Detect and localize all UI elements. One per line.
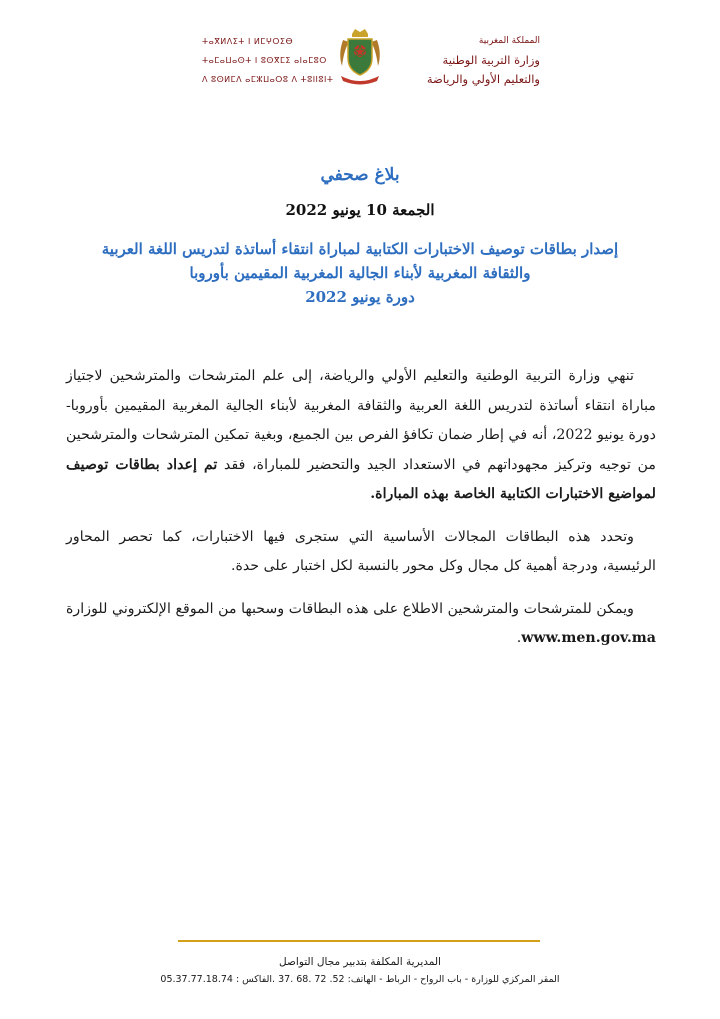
tifinagh-line-3: ⴷ ⵓⵙⵍⵎⴷ ⴰⵎⵣⵡⴰⵔⵓ ⴷ ⵜⵓⵏⵏⵓⵏⵜ xyxy=(202,75,334,84)
arabic-letterhead-line-3: والتعليم الأولي والرياضة xyxy=(426,72,540,86)
paragraph-2: وتحدد هذه البطاقات المجالات الأساسية التي ستجرى فيها الاختبارات، كما تحصر المحاور الرئيسية، ودرجة أهمية كل مجال وكل محور بالنسبة لكل اختبار على حدة. xyxy=(66,528,656,574)
letterhead xyxy=(0,20,720,90)
document-subject xyxy=(60,237,660,309)
ministry-website-link[interactable]: www.men.gov.ma xyxy=(521,630,656,646)
subject-line-3: دورة يونيو 2022 xyxy=(305,288,415,306)
footer-department: المديرية المكلفة بتدبير مجال التواصل xyxy=(279,956,441,968)
subject-line-2: والثقافة المغربية لأبناء الجالية المغربية المقيمين بأوروبا xyxy=(189,264,531,282)
tifinagh-line-1: ⵜⴰⴳⵍⴷⵉⵜ ⵏ ⵍⵎⵖⵔⵉⴱ xyxy=(202,37,294,46)
paragraph-1-text: تنهي وزارة التربية الوطنية والتعليم الأولي والرياضة، إلى علم المترشحات والمترشحين لاجتياز مباراة انتقاء أساتذة لتدريس اللغة العربية والثقافة المغربية لأبناء الجالية المغربية المقيمين بأوروبا-دورة يونيو 2022، أنه في إطار ضمان تكافؤ الفرص بين الجميع، وبغية تمكين المترشحات والمترشحين من توجيه وتركيز مجهوداتهم في الاستعداد الجيد والتحضير للمباراة، فقد xyxy=(66,368,657,473)
arabic-letterhead-line-2: وزارة التربية الوطنية xyxy=(442,53,540,67)
paragraph-1-bold: تم إعداد بطاقات توصيف لمواضيع الاختبارات الكتابية الخاصة بهذه المباراة. xyxy=(66,456,656,502)
tifinagh-letterhead xyxy=(202,32,334,89)
title-block xyxy=(60,165,660,309)
document-date: الجمعة 10 يونيو 2022 xyxy=(285,201,435,219)
paragraph-3-text: ويمكن للمترشحات والمترشحين الاطلاع على هذه البطاقات وسحبها من الموقع الإلكتروني للوزارة xyxy=(66,600,634,617)
arabic-letterhead xyxy=(375,32,540,89)
document-type: بلاغ صحفي xyxy=(320,165,400,185)
tifinagh-line-2: ⵜⴰⵎⴰⵡⴰⵙⵜ ⵏ ⵓⵙⴳⵎⵉ ⴰⵏⴰⵎⵓⵔ xyxy=(202,56,327,65)
footer-divider xyxy=(178,940,540,942)
paragraph-3-end: . xyxy=(516,630,522,646)
subject-line-1: إصدار بطاقات توصيف الاختبارات الكتابية لمباراة انتقاء أساتذة لتدريس اللغة العربية xyxy=(101,240,619,258)
press-release-body xyxy=(66,362,656,667)
footer-contact: المقر المركزي للوزارة - باب الرواح - الرباط - الهاتف: 52. 72 .68 .37 .الفاكس : 05.37.77.18.74 xyxy=(160,974,560,985)
footer xyxy=(140,953,580,989)
paragraph-3 xyxy=(66,595,656,654)
arabic-letterhead-line-1: المملكة المغربية xyxy=(478,36,540,46)
paragraph-1 xyxy=(66,362,656,510)
